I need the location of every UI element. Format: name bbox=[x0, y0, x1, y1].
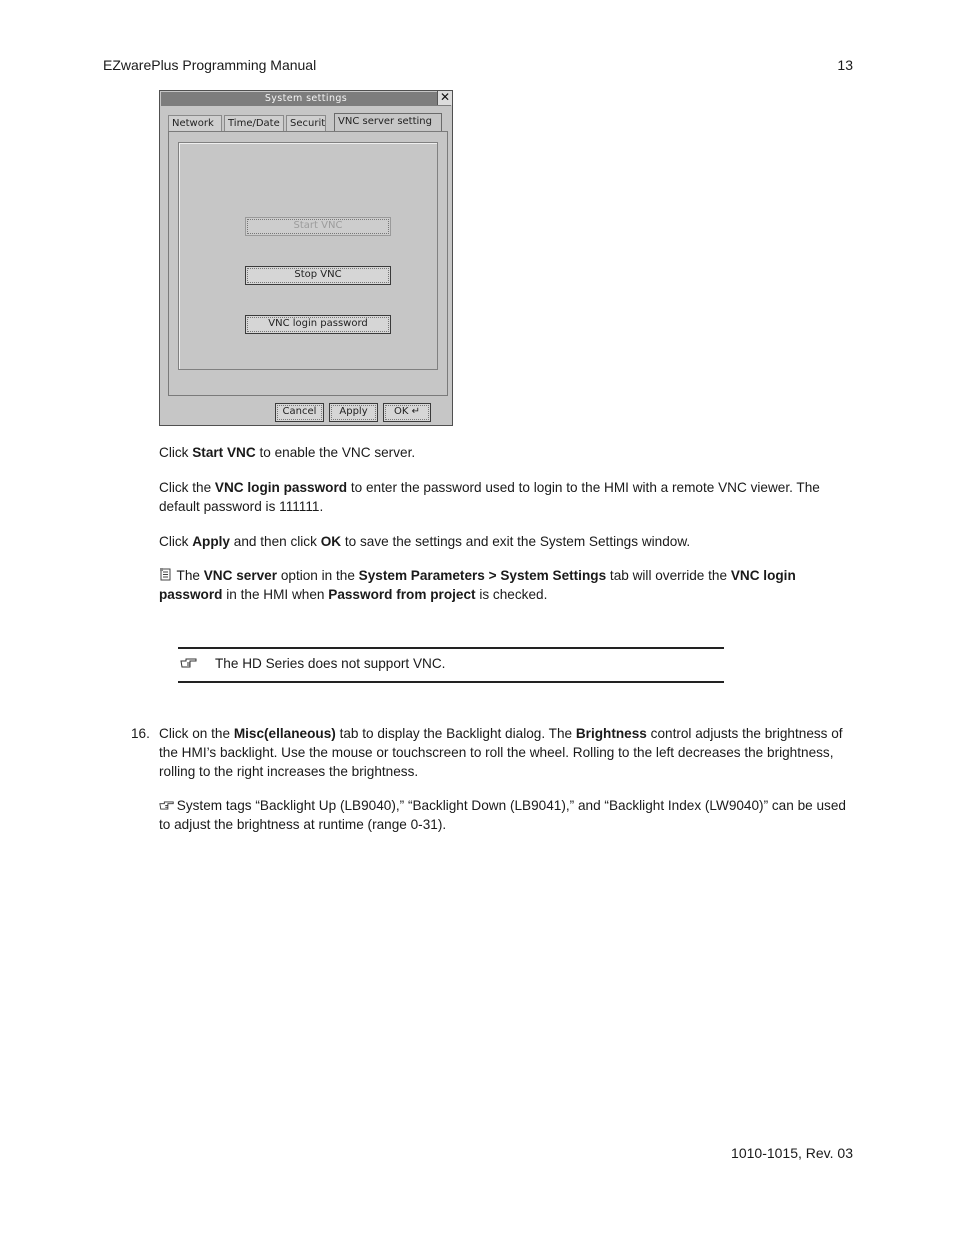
note-bottom-rule bbox=[178, 681, 724, 683]
list-item-number: 16. bbox=[131, 726, 150, 741]
cancel-button[interactable]: Cancel bbox=[275, 403, 324, 422]
vnc-group-frame bbox=[178, 142, 438, 370]
note-top-rule bbox=[178, 647, 724, 649]
stop-vnc-button[interactable]: Stop VNC bbox=[245, 266, 391, 285]
tab-time-date[interactable]: Time/Date bbox=[224, 115, 284, 131]
paragraph-system-tags: System tags “Backlight Up (LB9040),” “Backlight Down (LB9041),” and “Backlight Index (LW9040)” can be used to adjust the brightness at runtime (range 0-31). bbox=[159, 798, 846, 832]
paragraph-misc-tab: Click on the Misc(ellaneous) tab to display the Backlight dialog. The Brightness control adjusts the brightness of the HMI’s backlight. Use the mouse or touchscreen to roll the wheel. Rolling to the left decreases the brightness, rolling to the right increases the brightness. bbox=[159, 726, 843, 779]
tab-strip bbox=[168, 113, 448, 131]
tab-vnc-server-setting[interactable]: VNC server setting bbox=[334, 113, 442, 132]
footer-doc-id: 1010-1015, Rev. 03 bbox=[731, 1145, 853, 1161]
ok-label: OK bbox=[393, 406, 409, 417]
pointing-hand-icon bbox=[180, 655, 198, 674]
paragraph-apply-ok: Click Apply and then click OK to save the settings and exit the System Settings window. bbox=[159, 534, 691, 549]
note-text: The HD Series does not support VNC. bbox=[215, 656, 446, 671]
paragraph-vnc-server-note: The VNC server option in the System Parameters > System Settings tab will override the VNC login password in the HMI when Password from project is checked. bbox=[159, 568, 796, 602]
system-settings-dialog bbox=[159, 90, 453, 426]
notepad-icon bbox=[159, 567, 173, 579]
apply-button[interactable]: Apply bbox=[329, 403, 378, 422]
dialog-title: System settings bbox=[161, 92, 451, 106]
tab-security[interactable]: Securit bbox=[286, 115, 326, 131]
paragraph-login-password: Click the VNC login password to enter the password used to login to the HMI with a remote VNC viewer. The default password is 111111. bbox=[159, 480, 820, 514]
paragraph-start-vnc: Click Start VNC to enable the VNC server. bbox=[159, 445, 416, 460]
close-icon[interactable]: ✕ bbox=[437, 91, 452, 105]
tab-network[interactable]: Network bbox=[168, 115, 222, 131]
vnc-login-password-button[interactable]: VNC login password bbox=[245, 315, 391, 334]
header-title: EZwarePlus Programming Manual bbox=[103, 57, 317, 73]
pointing-hand-icon bbox=[159, 797, 173, 809]
tab-panel bbox=[168, 131, 448, 396]
ok-button[interactable] bbox=[383, 403, 431, 422]
enter-key-icon: ↵ bbox=[411, 406, 420, 417]
start-vnc-button[interactable]: Start VNC bbox=[245, 217, 391, 236]
page-number: 13 bbox=[837, 57, 853, 73]
